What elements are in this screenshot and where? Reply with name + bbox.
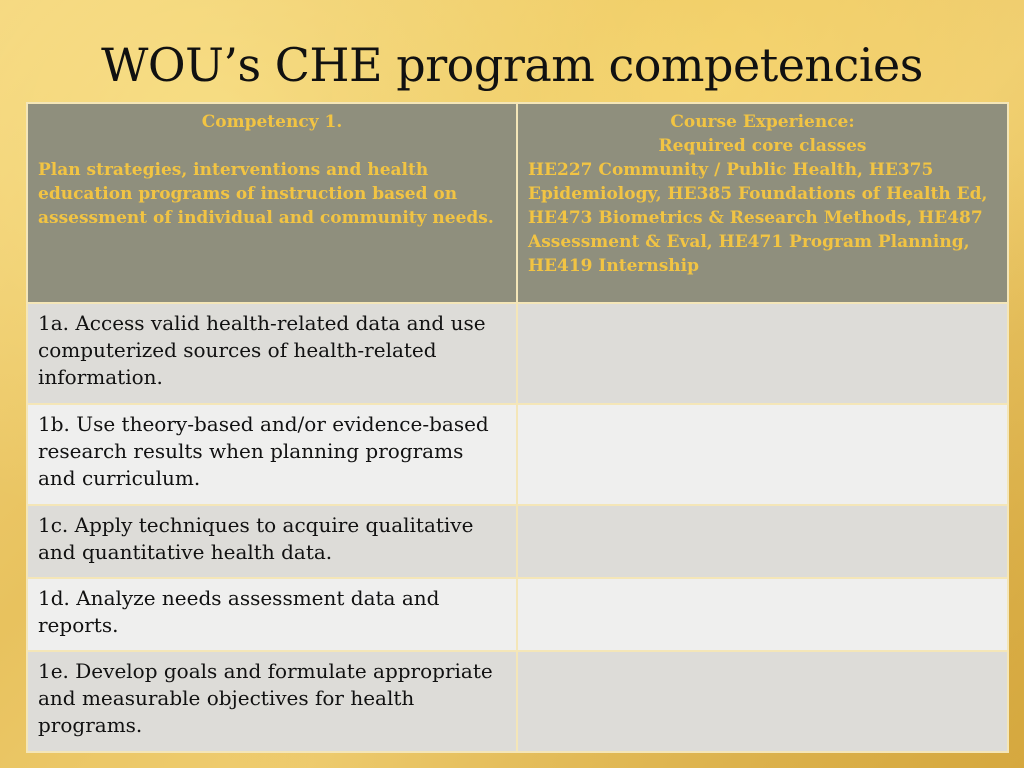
competency-cell: 1e. Develop goals and formulate appropriate and measurable objectives for health programs. xyxy=(27,651,517,752)
course-cell xyxy=(517,404,1008,505)
course-cell xyxy=(517,303,1008,404)
competency-cell: 1c. Apply techniques to acquire qualitative and quantitative health data. xyxy=(27,505,517,578)
competency-heading: Competency 1. xyxy=(201,112,343,132)
course-experience-heading: Course Experience: xyxy=(670,112,855,132)
table-row xyxy=(27,505,1008,578)
competency-table xyxy=(26,102,1009,753)
competency-cell: 1d. Analyze needs assessment data and reports. xyxy=(27,578,517,651)
slide-title: WOU’s CHE program competencies xyxy=(101,38,923,92)
table-row xyxy=(27,578,1008,651)
course-cell xyxy=(517,651,1008,752)
table-row xyxy=(27,303,1008,404)
header-cell-competency xyxy=(27,103,517,303)
required-core-classes-heading: Required core classes xyxy=(658,136,867,156)
header-cell-course-experience xyxy=(517,103,1008,303)
course-cell xyxy=(517,505,1008,578)
competency-cell: 1a. Access valid health-related data and use computerized sources of health-related information. xyxy=(27,303,517,404)
table-row xyxy=(27,651,1008,752)
table-header-row xyxy=(27,103,1008,303)
competency-cell: 1b. Use theory-based and/or evidence-based research results when planning programs and curriculum. xyxy=(27,404,517,505)
competency-description: Plan strategies, interventions and health education programs of instruction based on assessment of individual and community needs. xyxy=(38,160,494,228)
course-cell xyxy=(517,578,1008,651)
course-list: HE227 Community / Public Health, HE375 Epidemiology, HE385 Foundations of Health Ed, HE473 Biometrics & Research Methods, HE487 Assessment & Eval, HE471 Program Planning, HE419 Internship xyxy=(528,160,988,276)
table-row xyxy=(27,404,1008,505)
